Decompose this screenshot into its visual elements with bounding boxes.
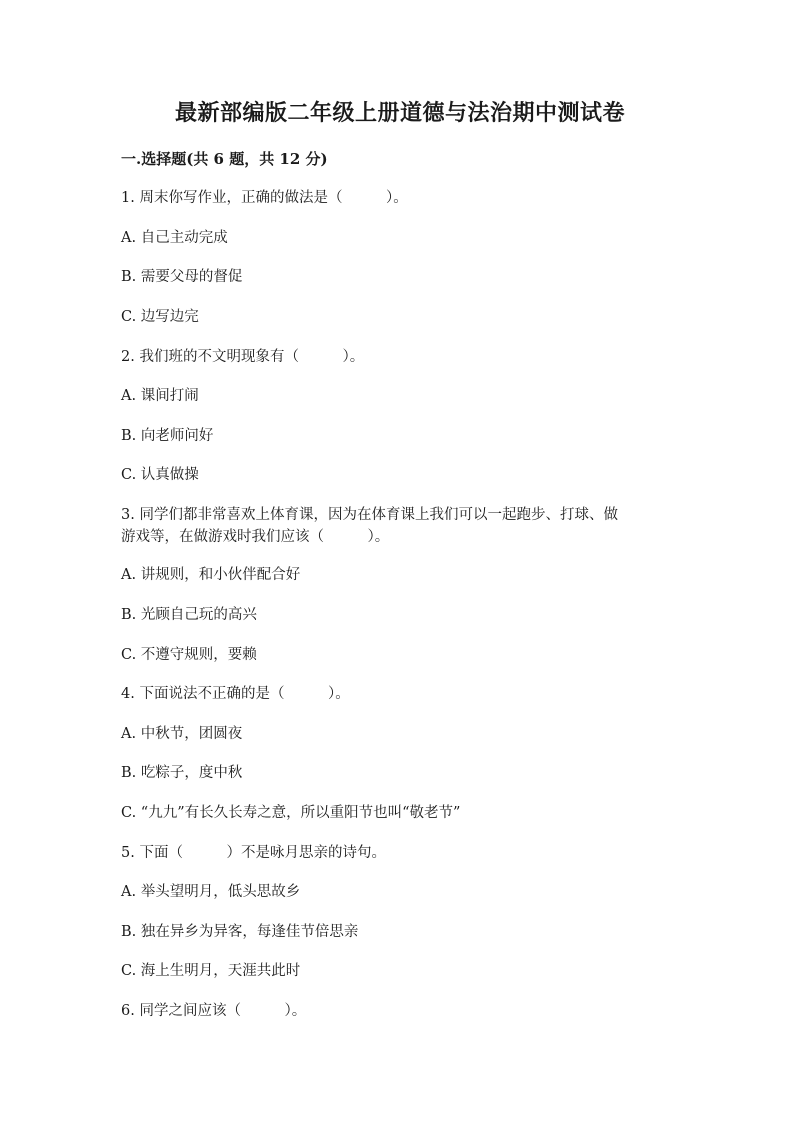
question-3-stem-line-2: 游戏等，在做游戏时我们应该（ ）。: [121, 529, 390, 545]
question-4-stem: 4. 下面说法不正确的是（ ）。: [121, 686, 350, 702]
question-5-stem: 5. 下面（ ）不是咏月思亲的诗句。: [121, 845, 386, 861]
section-heading: 一.选择题(共 6 题，共 12 分): [121, 150, 328, 168]
page-title: 最新部编版二年级上册道德与法治期中测试卷: [174, 100, 625, 126]
question-1-option-a: A. 自己主动完成: [121, 230, 228, 246]
question-3-option-c: C. 不遵守规则，要赖: [121, 647, 257, 663]
question-3-stem-line-1: 3. 同学们都非常喜欢上体育课，因为在体育课上我们可以一起跑步、打球、做: [121, 507, 618, 523]
question-5-option-b: B. 独在异乡为异客，每逢佳节倍思亲: [121, 924, 359, 940]
question-3-option-b: B. 光顾自己玩的高兴: [121, 607, 257, 623]
question-4-option-a: A. 中秋节，团圆夜: [121, 726, 243, 742]
question-6-stem: 6. 同学之间应该（ ）。: [121, 1003, 307, 1019]
question-2-option-c: C. 认真做操: [121, 467, 199, 483]
question-3-option-a: A. 讲规则，和小伙伴配合好: [121, 567, 301, 583]
question-4-option-b: B. 吃粽子，度中秋: [121, 765, 243, 781]
question-1-option-b: B. 需要父母的督促: [121, 269, 243, 285]
question-5-option-c: C. 海上生明月，天涯共此时: [121, 963, 301, 979]
question-4-option-c: C. “九九”有长久长寿之意，所以重阳节也叫“敬老节”: [121, 805, 461, 821]
question-2-option-a: A. 课间打闹: [121, 388, 199, 404]
question-1-stem: 1. 周末你写作业，正确的做法是（ ）。: [121, 190, 408, 206]
question-5-option-a: A. 举头望明月，低头思故乡: [121, 884, 301, 900]
question-2-stem: 2. 我们班的不文明现象有（ ）。: [121, 349, 365, 365]
question-1-option-c: C. 边写边完: [121, 309, 199, 325]
question-2-option-b: B. 向老师问好: [121, 428, 214, 444]
